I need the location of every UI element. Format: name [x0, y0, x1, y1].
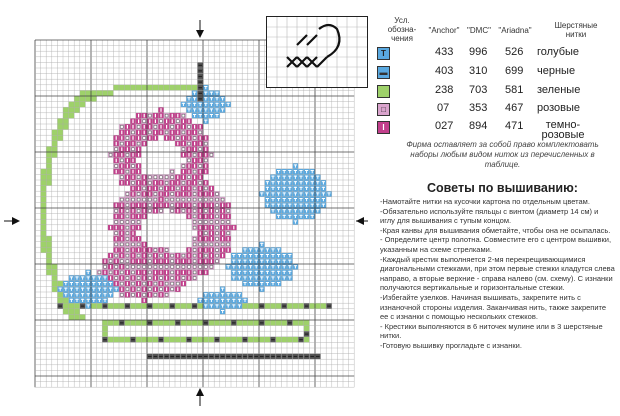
- legend-header-ariadna: "Ariadna": [498, 26, 532, 35]
- legend-row: [375, 119, 615, 141]
- legend-ariadna: 467: [505, 102, 524, 114]
- legend-dmc: 353: [469, 102, 488, 114]
- legend-anchor: 433: [435, 46, 454, 58]
- legend-header-threads: Шерстяные нитки: [554, 21, 598, 39]
- legend-anchor: 07: [437, 102, 450, 114]
- legend-swatch: I: [377, 121, 390, 134]
- legend-swatch: ▬: [377, 66, 390, 79]
- legend-header-dmc: "DMC": [467, 26, 491, 35]
- legend-ariadna: 526: [505, 46, 524, 58]
- legend-dmc: 703: [469, 84, 488, 96]
- stitch-example-icon: [267, 17, 367, 87]
- legend-swatch: □: [377, 103, 390, 116]
- tip-item: -Избегайте узелков. Начиная вышивать, закрепите нить с изнаночной стороны изделия. Заканчивая нить, также закрепите ее с изнанки с помощью нескольких стежков.: [380, 292, 607, 322]
- legend-header-symbol: Усл. обозна-чения: [387, 16, 417, 43]
- legend-dmc: 310: [469, 65, 488, 77]
- tip-item: -Каждый крестик выполняется 2-мя перекрещивающимися диагональными стежками, при этом первые стежки кладутся слева направо, а вторые верхние - справа налево (см. схему). С изнанки получаются вертикальные и горизонтальные стежки.: [380, 254, 615, 293]
- legend-dmc: 894: [469, 120, 488, 132]
- legend-name: темно-розовые: [541, 119, 585, 141]
- legend-anchor: 027: [435, 120, 454, 132]
- legend-anchor: 238: [435, 84, 454, 96]
- legend-name: зеленые: [537, 84, 581, 96]
- tip-item: - Крестики выполняются в 6 ниточек мулине или в 3 шерстяные нитки.: [380, 321, 603, 341]
- tip-item: -Обязательно используйте пяльцы с винтом (диаметр 14 см) и иглу для вышивания с тупым концом.: [380, 206, 599, 226]
- legend-row: [375, 64, 615, 80]
- legend-row: [375, 101, 615, 117]
- legend-name: черные: [537, 65, 576, 77]
- tips-title: Советы по вышиванию:: [427, 181, 578, 195]
- legend-anchor: 403: [435, 65, 454, 77]
- tip-item: -Намотайте нитки на кусочки картона по отдельным цветам.: [380, 197, 590, 206]
- tip-item: -Края канвы для вышивания обметайте, чтобы она не осыпалась.: [380, 225, 611, 235]
- tip-item: -Готовую вышивку прогладьте с изнанки.: [380, 340, 522, 350]
- tip-item: - Определите центр полотна. Совместите его с центром вышивки, указанным на схеме стрелками.: [380, 235, 612, 254]
- legend-ariadna: 699: [505, 65, 524, 77]
- tips-list: [380, 197, 615, 351]
- legend-name: голубые: [537, 46, 580, 58]
- legend-header-anchor: "Anchor": [428, 26, 460, 35]
- legend-ariadna: 471: [505, 120, 524, 132]
- stitch-diagram: [266, 16, 368, 88]
- legend-name: розовые: [537, 102, 581, 114]
- legend-swatch: [377, 85, 390, 98]
- legend-row: [375, 45, 615, 61]
- legend-ariadna: 581: [505, 84, 524, 96]
- legend-dmc: 996: [469, 46, 488, 58]
- legend-row: [375, 83, 615, 99]
- kit-note: Фирма оставляет за собой право комплектовать наборы любым видом ниток из перечисленных в таблице.: [406, 140, 599, 169]
- legend-swatch: T: [377, 47, 390, 60]
